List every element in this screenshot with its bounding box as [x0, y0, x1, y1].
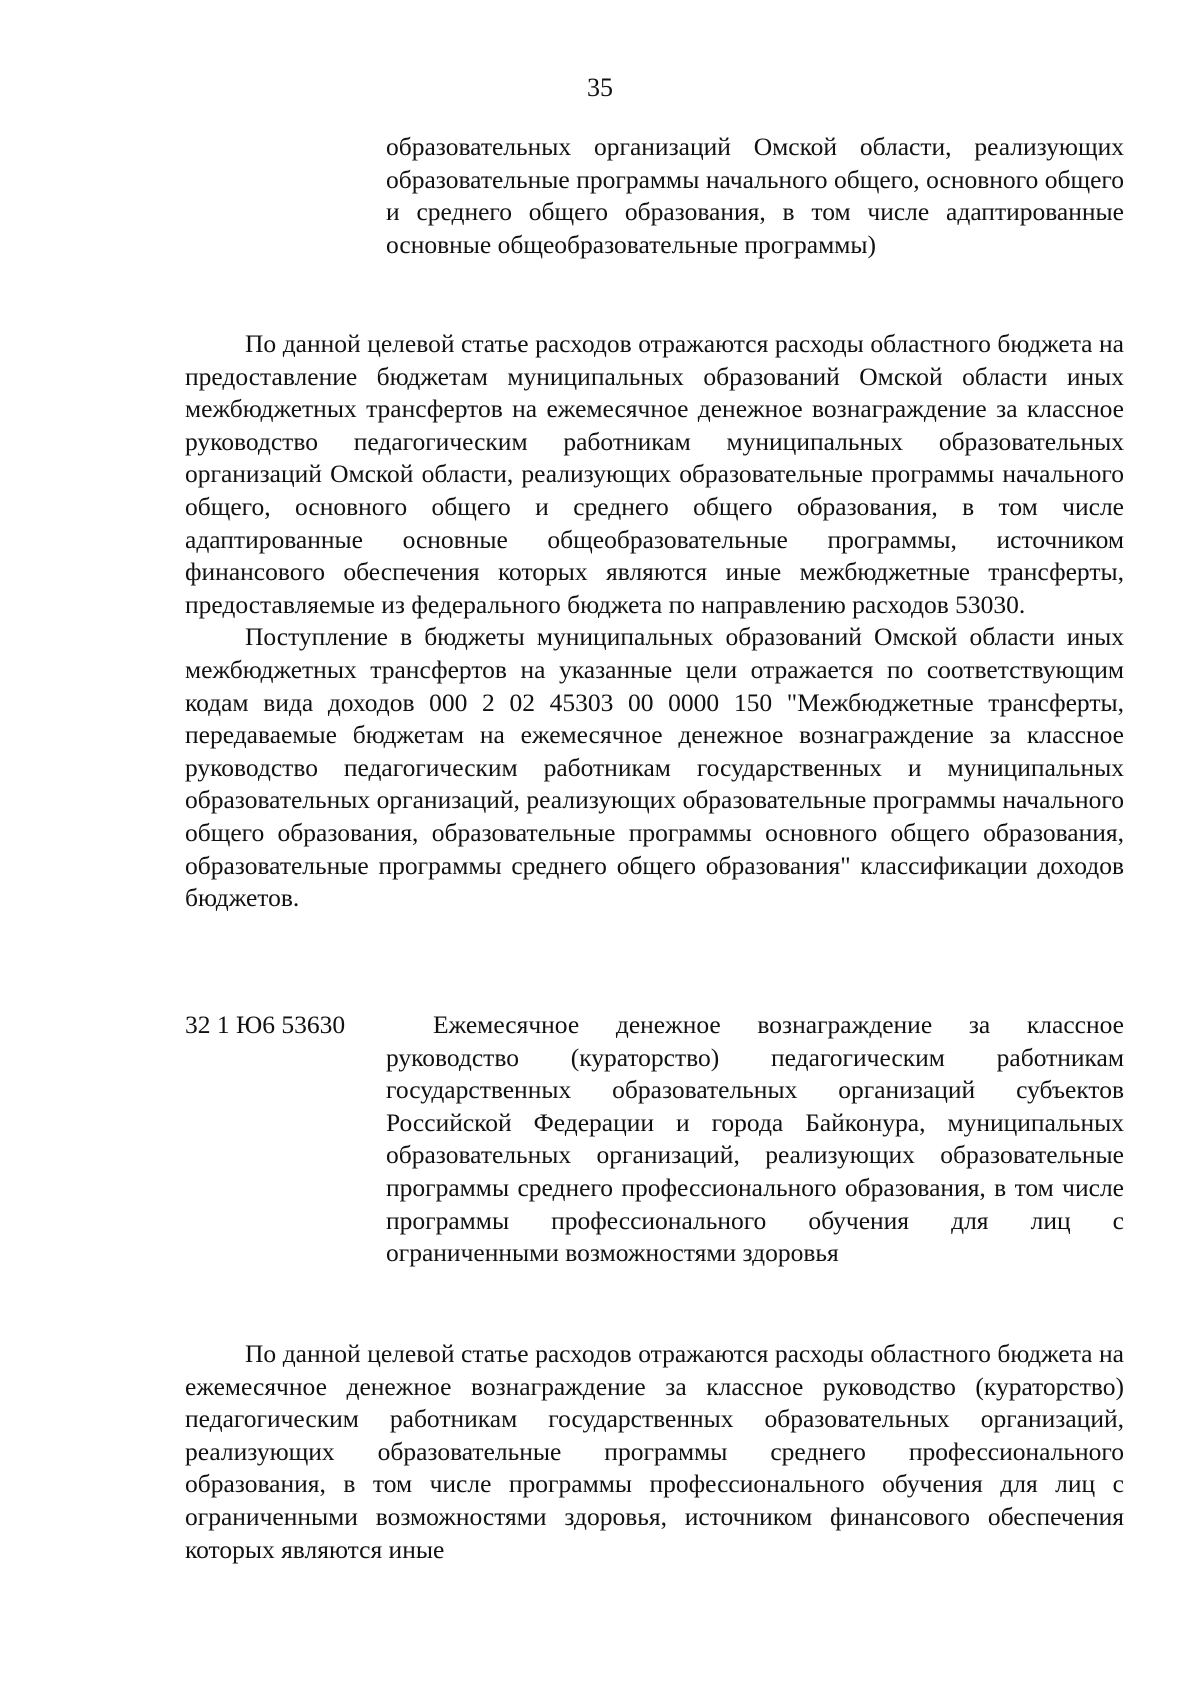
- expense-item-title: Ежемесячное денежное вознаграждение за классное руководство (кураторство) педагогическим работникам государственных образовательных организаций субъектов Российской Федерации и города Байконура, муниципальных образовательных организаций, реализующих образовательные программы среднего профессионального образования, в том числе программы профессионального обучения для лиц с ограниченными возможностями здоровья: [386, 1010, 1124, 1268]
- expense-item-title-continued: образовательных организаций Омской области, реализующих образовательные программы начального общего, основного общего и среднего общего образования, в том числе адаптированные основные общеобразовательные программы): [386, 132, 1124, 259]
- description-paragraph: По данной целевой статье расходов отражаются расходы областного бюджета на предоставление бюджетам муниципальных образований Омской области иных межбюджетных трансфертов на ежемесячное денежное вознаграждение за классное руководство педагогическим работникам муниципальных образовательных организаций Омской области, реализующих образовательные программы начального общего, основного общего и среднего общего образования, в том числе адаптированные основные общеобразовательные программы, источником финансового обеспечения которых являются иные межбюджетные трансферты, предоставляемые из федерального бюджета по направлению расходов 53030.: [185, 329, 1124, 619]
- expense-item-description: [185, 1338, 1124, 1566]
- expense-item-description: [185, 328, 1124, 915]
- page-number: 35: [587, 73, 613, 102]
- target-item-code: 32 1 Ю6 53630: [185, 1010, 346, 1039]
- description-paragraph: По данной целевой статье расходов отражаются расходы областного бюджета на ежемесячное денежное вознаграждение за классное руководство (кураторство) педагогическим работникам государственных образовательных организаций, реализующих образовательные программы среднего профессионального образования, в том числе программы профессионального обучения для лиц с ограниченными возможностями здоровья, источником финансового обеспечения которых являются иные: [185, 1339, 1124, 1564]
- description-paragraph: Поступление в бюджеты муниципальных образований Омской области иных межбюджетных трансфертов на указанные цели отражается по соответствующим кодам вида доходов 000 2 02 45303 00 0000 150 "Межбюджетные трансферты, передаваемые бюджетам на ежемесячное денежное вознаграждение за классное руководство педагогическим работникам государственных и муниципальных образовательных организаций, реализующих образовательные программы начального общего образования, образовательные программы основного общего образования, образовательные программы среднего общего образования" классификации доходов бюджетов.: [185, 622, 1124, 913]
